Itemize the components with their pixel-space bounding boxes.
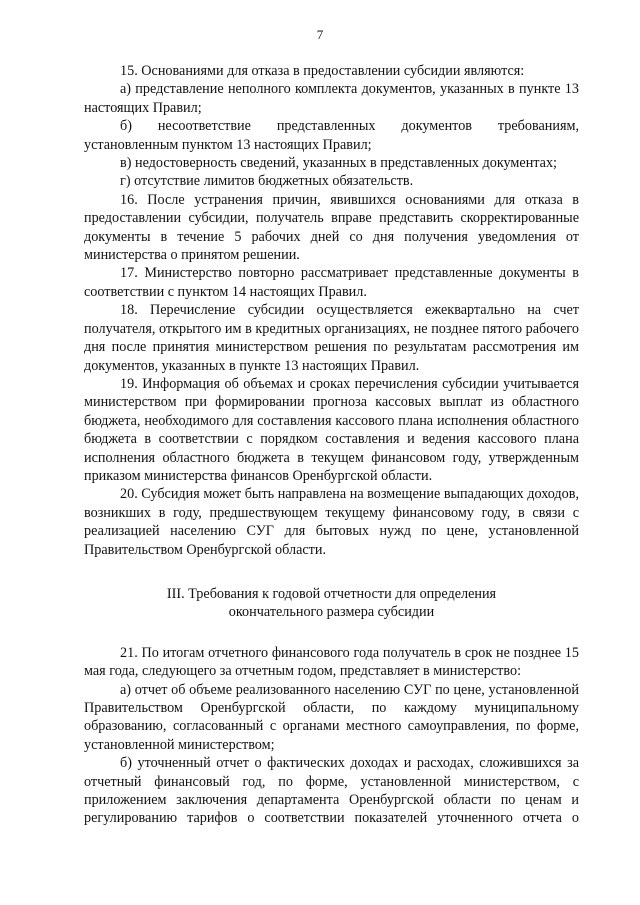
section-heading-line-1: III. Требования к годовой отчетности для определения xyxy=(166,585,497,602)
section-heading-line-2: окончательного размера субсидии xyxy=(228,604,435,621)
paragraph-19: 19. Информация об объемах и сроках перечисления субсидии учитывается министерством при формировании прогноза кассовых выплат из областного бюджета, необходимого для составления кассового плана исполнения областного бюджета в соответствии с порядком составления и ведения кассового плана исполнения областного бюджета в текущем финансовом году, утвержденным приказом министерства финансов Оренбургской области. xyxy=(84,375,579,484)
paragraph-21a: а) отчет об объеме реализованного населению СУГ по цене, установленной Правительством Оренбургской области, по каждому муниципальному образованию, согласованный с органами местного самоуправления, по форме, установленной министерством; xyxy=(84,681,579,753)
paragraph-21: 21. По итогам отчетного финансового года получатель в срок не позднее 15 мая года, следующего за отчетным годом, представляет в министерство: xyxy=(84,644,579,680)
paragraph-15: 15. Основаниями для отказа в предоставлении субсидии являются: xyxy=(120,63,525,79)
document-body xyxy=(84,62,579,828)
paragraph-15b: б) несоответствие представленных документов требованиям, установленным пунктом 13 настоящих Правил; xyxy=(84,118,579,153)
paragraph-20: 20. Субсидия может быть направлена на возмещение выпадающих доходов, возникших в году, предшествующем текущему финансовому году, в связи с реализацией населению СУГ для бытовых нужд по цене, установленной Правительством Оренбургской области. xyxy=(84,486,579,558)
section-heading xyxy=(84,585,579,622)
page-number: 7 xyxy=(316,27,324,42)
paragraph-16: 16. После устранения причин, явившихся основаниями для отказа в предоставлении субсидии, получатель вправе представить скорректированные документы в течение 5 рабочих дней со дня получения уведомления от министерства о принятом решении. xyxy=(84,191,579,264)
paragraph-21b: б) уточненный отчет о фактических доходах и расходах, сложившихся за отчетный финансовый год, по форме, установленной министерством, с приложением заключения департамента Оренбургской области по ценам и регулированию тарифов о соответствии показателей уточненного отчета о xyxy=(84,755,579,827)
paragraph-15a: а) представление неполного комплекта документов, указанных в пункте 13 настоящих Правил; xyxy=(84,81,579,116)
paragraph-15g: г) отсутствие лимитов бюджетных обязательств. xyxy=(120,173,414,190)
paragraph-17: 17. Министерство повторно рассматривает представленные документы в соответствии с пунктом 14 настоящих Правил. xyxy=(84,265,579,300)
paragraph-18: 18. Перечисление субсидии осуществляется ежеквартально на счет получателя, открытого им в кредитных организациях, не позднее пятого рабочего дня после принятия министерством решения по результатам рассмотрения им документов, указанных в пункте 13 настоящих Правил. xyxy=(84,302,579,374)
paragraph-15v: в) недостоверность сведений, указанных в представленных документах; xyxy=(120,155,557,172)
